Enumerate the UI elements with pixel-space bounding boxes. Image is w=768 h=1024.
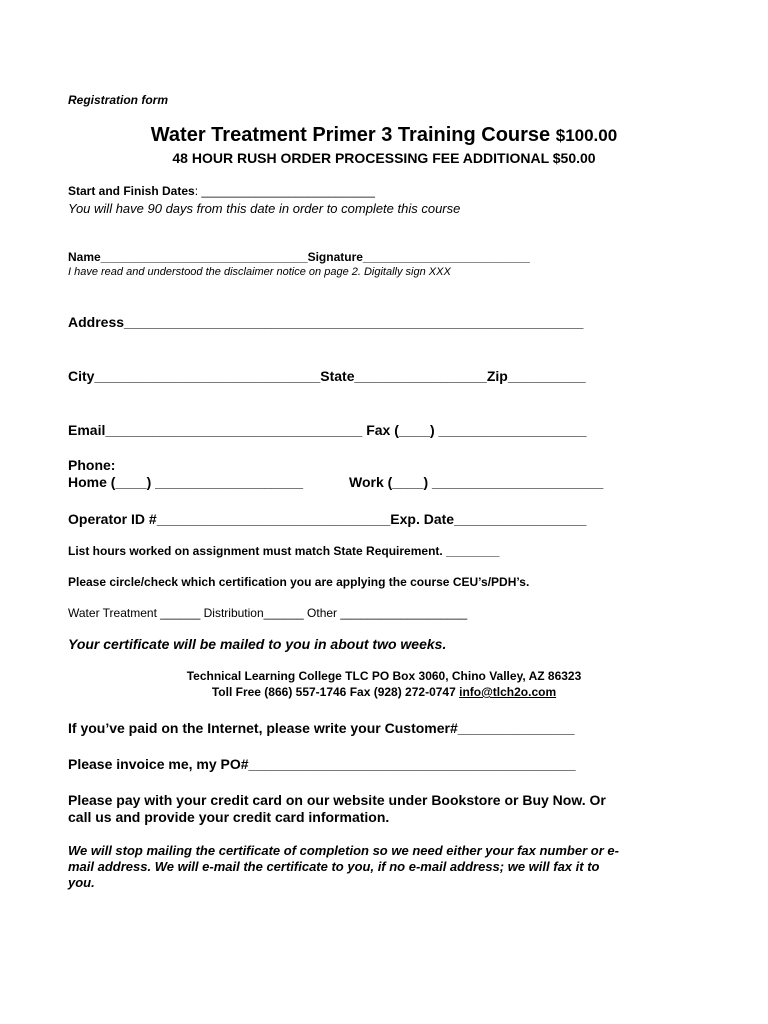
mailing-stop-line-1: We will stop mailing the certificate of completion so we need either your fax number or e- xyxy=(68,843,619,858)
name-signature-row: Name_______________________________Signature_________________________ xyxy=(68,250,530,264)
credit-card-line-2: call us and provide your credit card information. xyxy=(68,809,390,825)
dates-note: You will have 90 days from this date in order to complete this course xyxy=(68,201,461,216)
email-field: Email_________________________________ xyxy=(68,422,363,438)
mail-note: Your certificate will be mailed to you in about two weeks. xyxy=(68,636,447,652)
disclaimer-note: I have read and understood the disclaimer notice on page 2. Digitally sign XXX xyxy=(68,266,451,278)
dates-label: Start and Finish Dates xyxy=(68,184,195,198)
course-title: Water Treatment Primer 3 Training Course xyxy=(150,124,551,146)
contact-line-2 xyxy=(0,685,768,699)
mailing-stop-line-3: you. xyxy=(68,875,95,890)
rush-fee-notice: 48 HOUR RUSH ORDER PROCESSING FEE ADDITIONAL $50.00 xyxy=(172,150,596,166)
address-row: Address___________________________________________________________ xyxy=(68,314,584,330)
contact-email-link[interactable]: info@tlch2o.com xyxy=(459,685,557,699)
course-title-row xyxy=(0,124,768,147)
form-label: Registration form xyxy=(68,93,169,107)
work-phone-field: Work (____) ______________________ xyxy=(349,474,604,490)
certification-instruction: Please circle/check which certification you are applying the course CEU’s/PDH’s. xyxy=(68,575,530,589)
dates-row xyxy=(68,184,375,198)
email-row xyxy=(68,422,587,438)
phone-label: Phone: xyxy=(68,457,116,473)
contact-phone-fax: Toll Free (866) 557-1746 Fax (928) 272-0747 xyxy=(211,685,460,699)
dates-field: : __________________________ xyxy=(194,184,375,198)
fax-field: Fax (____) ___________________ xyxy=(366,422,587,438)
invoice-po-row: Please invoice me, my PO#__________________________________________ xyxy=(68,756,576,772)
operator-id-row: Operator ID #______________________________Exp. Date_________________ xyxy=(68,511,587,527)
course-price: $100.00 xyxy=(555,126,618,145)
mailing-stop-line-2: mail address. We will e-mail the certificate to you, if no e-mail address; we will fax it to xyxy=(68,859,600,874)
home-phone-field: Home (____) ___________________ xyxy=(68,474,304,490)
city-state-zip-row: City_____________________________State_________________Zip__________ xyxy=(68,368,586,384)
customer-number-row: If you’ve paid on the Internet, please write your Customer#_______________ xyxy=(68,720,575,736)
contact-line-1: Technical Learning College TLC PO Box 3060, Chino Valley, AZ 86323 xyxy=(186,669,582,683)
credit-card-line-1: Please pay with your credit card on our website under Bookstore or Buy Now. Or xyxy=(68,792,606,808)
certification-options: Water Treatment ______ Distribution______ Other ___________________ xyxy=(68,606,468,620)
hours-note: List hours worked on assignment must match State Requirement. ________ xyxy=(68,544,500,558)
